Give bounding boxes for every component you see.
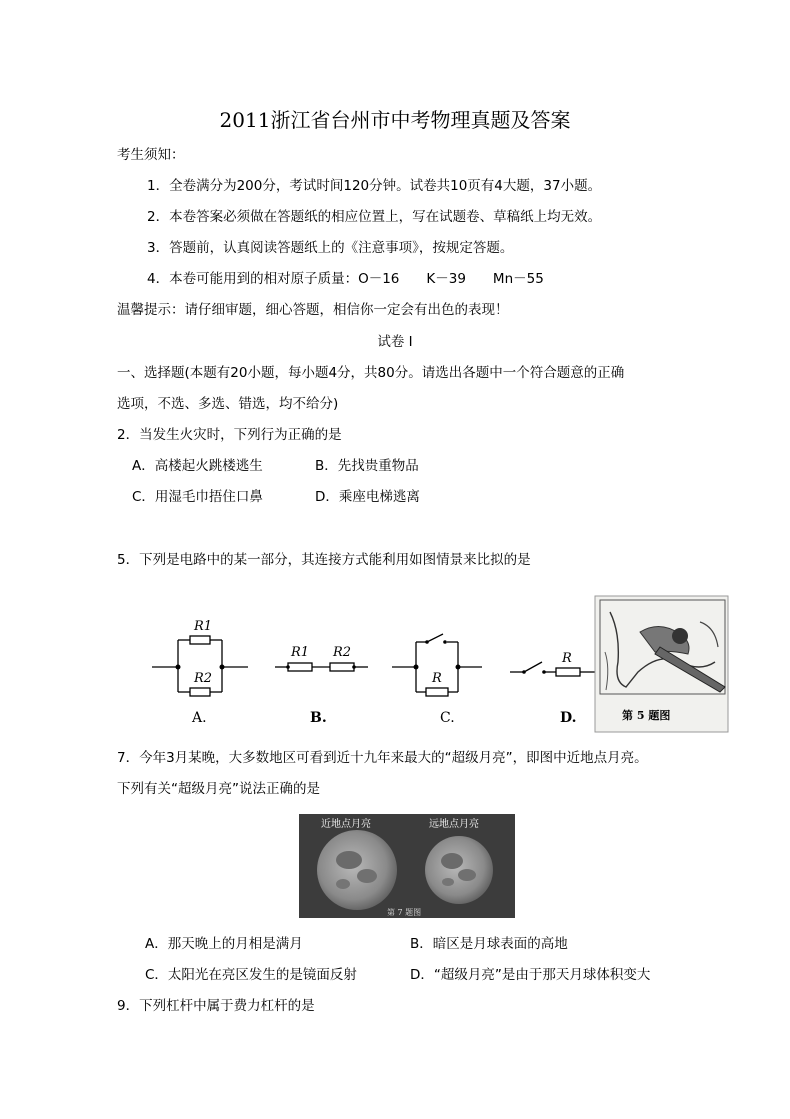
warm-tip: 温馨提示：请仔细审题，细心答题，相信你一定会有出色的表现！ xyxy=(117,302,509,318)
q2-option-a: A．高楼起火跳楼逃生 xyxy=(132,458,263,474)
section1-line1: 一、选择题(本题有20小题，每小题4分，共80分。请选出各题中一个符合题意的正确 xyxy=(117,365,625,381)
q5-label-a: A. xyxy=(192,710,207,726)
q5-c-r-label: R xyxy=(432,671,442,686)
notice-item-3: 3．答题前，认真阅读答题纸上的《注意事项》，按规定答题。 xyxy=(147,240,514,256)
apogee-moon xyxy=(425,836,493,904)
q5-circuits-figure xyxy=(140,592,740,737)
q2-option-d: D．乘座电梯逃离 xyxy=(315,489,420,505)
q7-option-d: D．“超级月亮”是由于那天月球体积变大 xyxy=(410,967,651,983)
q5-stem: 5．下列是电路中的某一部分，其连接方式能利用如图情景来比拟的是 xyxy=(117,552,531,568)
q9-stem: 9．下列杠杆中属于费力杠杆的是 xyxy=(117,998,315,1014)
q7-apogee-label: 远地点月亮 xyxy=(429,819,479,830)
q5-label-c: C. xyxy=(440,710,455,726)
q5-b-r2-label: R2 xyxy=(333,645,352,660)
q5-figure-caption: 第 5 题图 xyxy=(622,709,671,722)
q7-stem-line2: 下列有关“超级月亮”说法正确的是 xyxy=(117,781,320,797)
q2-option-c: C．用湿毛巾捂住口鼻 xyxy=(132,489,263,505)
paper-label: 试卷 I xyxy=(377,334,413,350)
q7-option-b: B．暗区是月球表面的高地 xyxy=(410,936,568,952)
section1-line2: 选项，不选、多选、错选，均不给分) xyxy=(117,396,339,412)
q7-perigee-label: 近地点月亮 xyxy=(321,819,371,830)
q5-a-r2-label: R2 xyxy=(194,671,213,686)
page-title: 2011浙江省台州市中考物理真题及答案 xyxy=(219,108,571,132)
q5-label-b: B. xyxy=(310,710,327,726)
q5-a-r1-label: R1 xyxy=(194,619,213,634)
q5-d-r-label: R xyxy=(562,651,572,666)
notice-item-4: 4．本卷可能用到的相对原子质量：O－16 K－39 Mn－55 xyxy=(147,271,544,287)
q2-stem: 2．当发生火灾时，下列行为正确的是 xyxy=(117,427,342,443)
notice-heading: 考生须知： xyxy=(117,147,185,163)
q5-b-r1-label: R1 xyxy=(291,645,310,660)
q5-scene-illustration xyxy=(595,596,728,732)
q7-figure-caption: 第 7 题图 xyxy=(387,908,422,917)
q7-stem-line1: 7．今年3月某晚，大多数地区可看到近十九年来最大的“超级月亮”，即图中近地点月亮。 xyxy=(117,750,648,766)
notice-item-2: 2．本卷答案必须做在答题纸的相应位置上，写在试题卷、草稿纸上均无效。 xyxy=(147,209,602,225)
q5-label-d: D. xyxy=(560,710,577,726)
q7-option-a: A．那天晚上的月相是满月 xyxy=(145,936,303,952)
perigee-moon xyxy=(317,830,397,910)
q7-option-c: C．太阳光在亮区发生的是镜面反射 xyxy=(145,967,357,983)
q2-option-b: B．先找贵重物品 xyxy=(315,458,419,474)
notice-item-1: 1．全卷满分为200分，考试时间120分钟。试卷共10页有4大题，37小题。 xyxy=(147,178,602,194)
q7-moons-figure xyxy=(299,814,515,918)
